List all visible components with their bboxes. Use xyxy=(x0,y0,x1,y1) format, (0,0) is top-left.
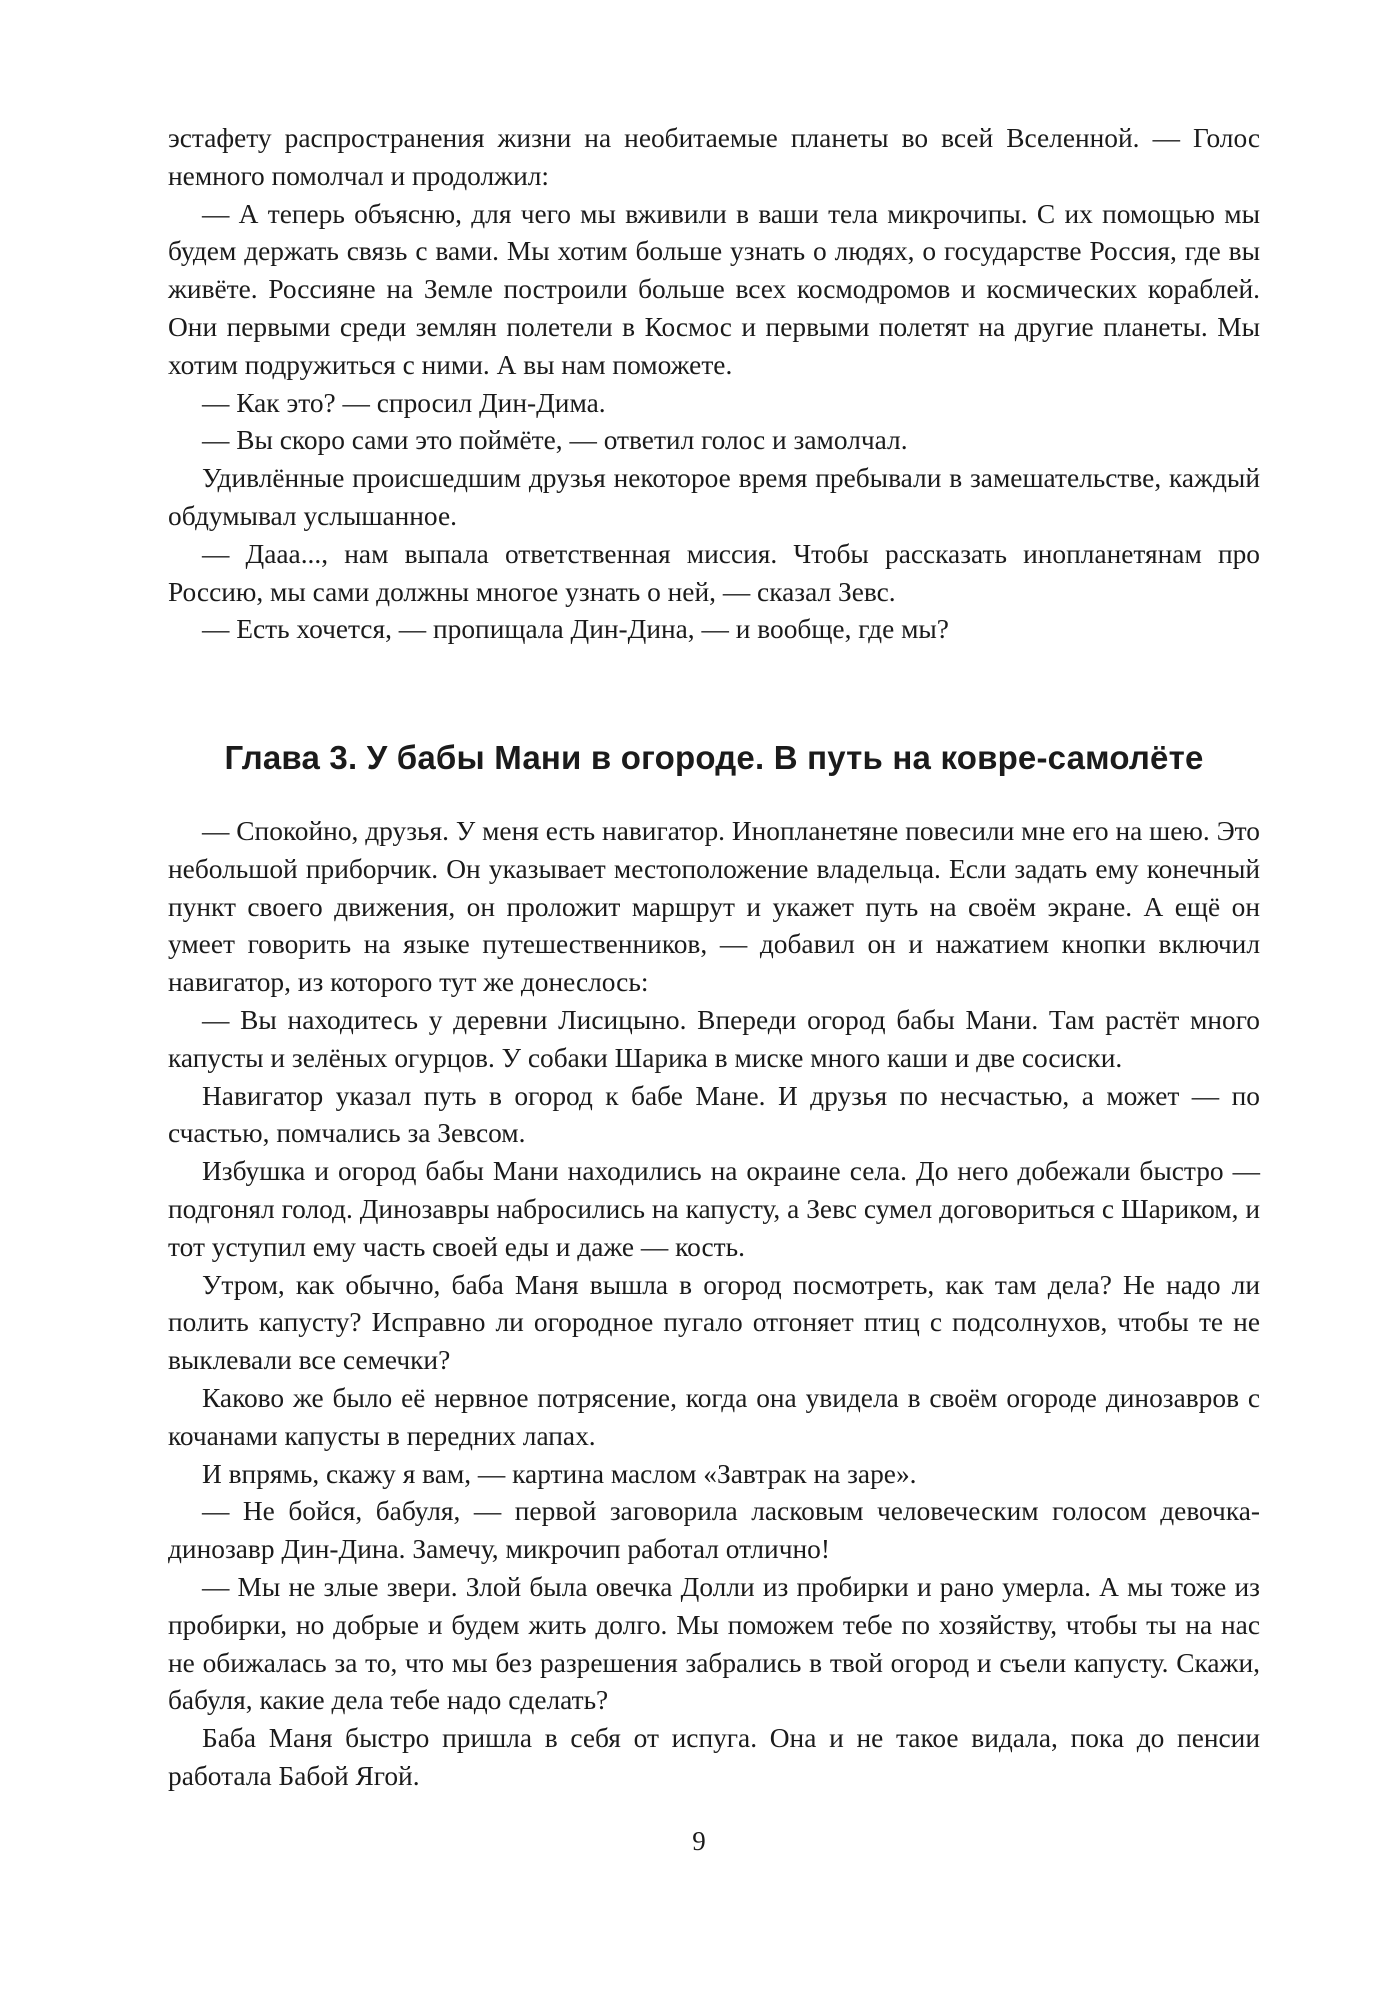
paragraph: — Вы находитесь у деревни Лисицыно. Впереди огород бабы Мани. Там растёт много капусты и зелёных огурцов. У собаки Шарика в миске много каши и две сосиски. xyxy=(168,1004,1260,1073)
text-block-top xyxy=(168,120,1260,649)
paragraph: Утром, как обычно, баба Маня вышла в огород посмотреть, как там дела? Не надо ли полить капусту? Исправно ли огородное пугало отгоняет птиц с подсолнухов, чтобы те не выклевали все семечки? xyxy=(168,1269,1260,1376)
text-block-bottom xyxy=(168,813,1260,1796)
paragraph: — Спокойно, друзья. У меня есть навигатор. Инопланетяне повесили мне его на шею. Это небольшой приборчик. Он указывает местоположение владельца. Если задать ему конечный пункт своего движения, он проложит маршрут и укажет путь на своём экране. А ещё он умеет говорить на языке путешественников, — добавил он и нажатием кнопки включил навигатор, из которого тут же донеслось: xyxy=(168,816,1260,998)
paragraph: Каково же было её нервное потрясение, когда она увидела в своём огороде динозавров с кочанами капусты в передних лапах. xyxy=(168,1382,1260,1451)
paragraph: — Есть хочется, — пропищала Дин-Дина, — и вообще, где мы? xyxy=(202,614,949,645)
paragraph: Баба Маня быстро пришла в себя от испуга. Она и не такое видала, пока до пенсии работала Бабой Ягой. xyxy=(168,1723,1260,1791)
paragraph: — Как это? — спросил Дин-Дима. xyxy=(202,387,606,418)
paragraph: — Дааа..., нам выпала ответственная миссия. Чтобы рассказать инопланетянам про Россию, мы сами должны многое узнать о ней, — сказал Зевс. xyxy=(168,538,1260,607)
page-number: 9 xyxy=(692,1826,706,1856)
paragraph: — Вы скоро сами это поймёте, — ответил голос и замолчал. xyxy=(202,425,908,456)
paragraph: Удивлённые происшедшим друзья некоторое время пребывали в замешательстве, каждый обдумывал услышанное. xyxy=(168,463,1260,531)
paragraph: — Мы не злые звери. Злой была овечка Долли из пробирки и рано умерла. А мы тоже из пробирки, но добрые и будем жить долго. Мы поможем тебе по хозяйству, чтобы ты на нас не обижалась за то, что мы без разрешения забрались в твой огород и съели капусту. Скажи, бабуля, какие дела тебе надо сделать? xyxy=(168,1571,1260,1716)
paragraph: — Не бойся, бабуля, — первой заговорила ласковым человеческим голосом девочка-динозавр Дин-Дина. Замечу, микрочип работал отлично! xyxy=(168,1496,1260,1565)
paragraph: Избушка и огород бабы Мани находились на окраине села. До него добежали быстро — подгонял голод. Динозавры набросились на капусту, а Зевс сумел договориться с Шариком, и тот уступил ему часть своей еды и даже — кость. xyxy=(168,1156,1260,1262)
paragraph: Навигатор указал путь в огород к бабе Мане. И друзья по несчастью, а может — по счастью, помчались за Зевсом. xyxy=(168,1080,1260,1149)
chapter-title: Глава 3. У бабы Мани в огороде. В путь на ковре-самолёте xyxy=(224,739,1204,776)
paragraph: — А теперь объясню, для чего мы вживили в ваши тела микрочипы. С их помощью мы будем держать связь с вами. Мы хотим больше узнать о людях, о государстве Россия, где вы живёте. Россияне на Земле построили больше всех космодромов и космических кораблей. Они первыми среди землян полетели в Космос и первыми полетят на другие планеты. Мы хотим подружиться с ними. А вы нам поможете. xyxy=(168,198,1260,380)
paragraph: И впрямь, скажу я вам, — картина маслом «Завтрак на заре». xyxy=(202,1458,917,1489)
paragraph: эстафету распространения жизни на необитаемые планеты во всей Вселенной. — Голос немного помолчал и продолжил: xyxy=(168,123,1260,191)
